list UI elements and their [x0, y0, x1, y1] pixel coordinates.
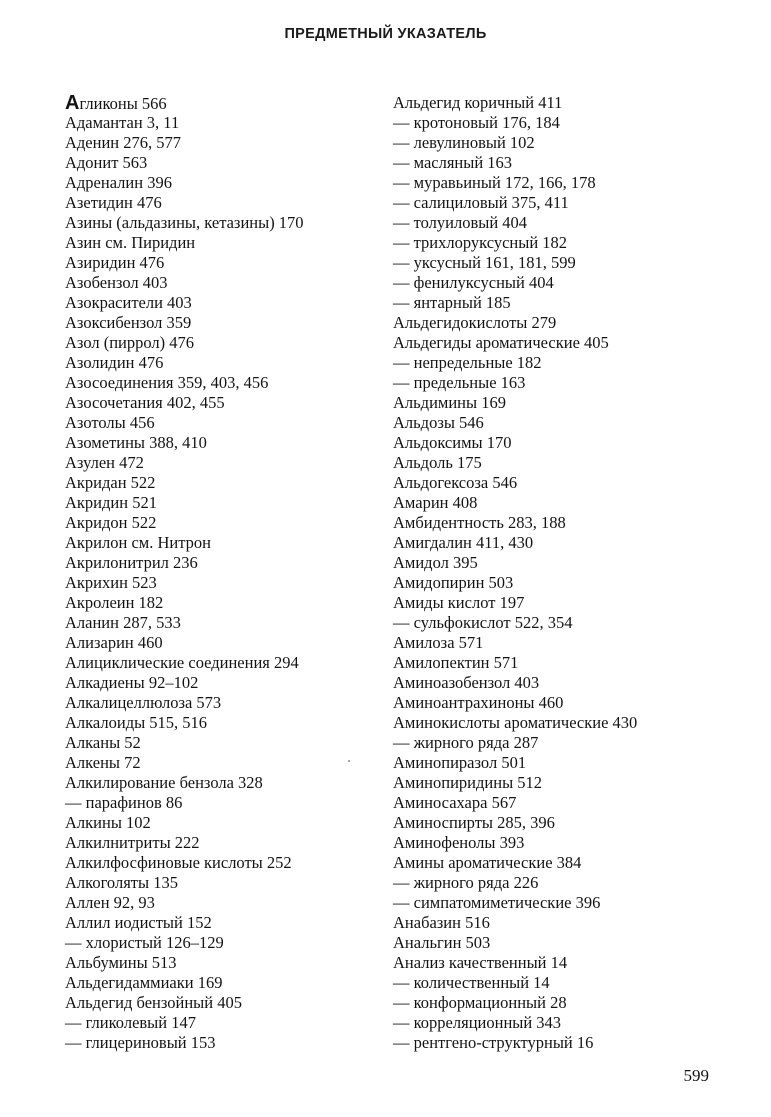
- index-entry: Амигдалин 411, 430: [393, 533, 534, 552]
- index-entry: Азол (пиррол) 476: [65, 333, 195, 352]
- index-entry: — непредельные 182: [393, 353, 542, 372]
- index-entry: Азины (альдазины, кетазины) 170: [65, 213, 304, 232]
- index-entry-first: [65, 93, 390, 113]
- index-entry: Азометины 388, 410: [65, 433, 207, 452]
- index-entry: — рентгено-структурный 16: [393, 1033, 594, 1052]
- index-entry: Амарин 408: [393, 493, 478, 512]
- index-entry: — толуиловый 404: [393, 213, 528, 232]
- index-entry: Ализарин 460: [65, 633, 163, 652]
- index-entry: Альдегид бензойный 405: [65, 993, 242, 1012]
- index-entry: — левулиновый 102: [393, 133, 535, 152]
- index-entry: — кротоновый 176, 184: [393, 113, 560, 132]
- page-number: 599: [683, 1066, 709, 1085]
- index-entry: Аланин 287, 533: [65, 613, 181, 632]
- index-entry: — масляный 163: [393, 153, 513, 172]
- index-entry: Акрилон см. Нитрон: [65, 533, 211, 552]
- index-entry: — жирного ряда 226: [393, 873, 539, 892]
- index-entry: Альдегид коричный 411: [393, 93, 563, 112]
- index-entry: Аминопиридины 512: [393, 773, 543, 792]
- index-entry: Аминофенолы 393: [393, 833, 525, 852]
- index-entry: Акрилонитрил 236: [65, 553, 198, 572]
- index-entry: Алкины 102: [65, 813, 151, 832]
- index-entry: — конформационный 28: [393, 993, 567, 1012]
- index-entry: Амилопектин 571: [393, 653, 519, 672]
- index-entry: Амилоза 571: [393, 633, 484, 652]
- index-entry: — муравьиный 172, 166, 178: [393, 173, 596, 192]
- index-entry: Акридин 521: [65, 493, 157, 512]
- index-entry: — корреляционный 343: [393, 1013, 562, 1032]
- index-entry: Акридон 522: [65, 513, 157, 532]
- index-entry: Азотолы 456: [65, 413, 155, 432]
- print-speck: [348, 760, 350, 762]
- index-entry: Анабазин 516: [393, 913, 490, 932]
- index-entry: — салициловый 375, 411: [393, 193, 569, 212]
- index-entry: Алкилфосфиновые кислоты 252: [65, 853, 292, 872]
- index-entry: Аминоазобензол 403: [393, 673, 540, 692]
- index-entry: Альдоксимы 170: [393, 433, 512, 452]
- index-entry: — количественный 14: [393, 973, 550, 992]
- index-entry: Адамантан 3, 11: [65, 113, 180, 132]
- index-entry: Аминоспирты 285, 396: [393, 813, 555, 832]
- index-entry: Азосоединения 359, 403, 456: [65, 373, 269, 392]
- section-initial-letter: А: [65, 92, 80, 114]
- index-entry: — хлористый 126–129: [65, 933, 224, 952]
- index-entry: Альдегидаммиаки 169: [65, 973, 223, 992]
- index-entry: Адреналин 396: [65, 173, 172, 192]
- index-entry: Алкилнитриты 222: [65, 833, 200, 852]
- index-entry: — симпатомиметические 396: [393, 893, 601, 912]
- index-entry: Азетидин 476: [65, 193, 162, 212]
- index-entry: Алкилирование бензола 328: [65, 773, 263, 792]
- index-column-left: [65, 93, 390, 1053]
- index-entry: Аминоантрахиноны 460: [393, 693, 564, 712]
- index-entry: — уксусный 161, 181, 599: [393, 253, 576, 272]
- index-entry: Аллен 92, 93: [65, 893, 155, 912]
- index-entry: Аминосахара 567: [393, 793, 517, 812]
- index-entry: Амбидентность 283, 188: [393, 513, 566, 532]
- index-entry: Альдозы 546: [393, 413, 484, 432]
- index-entry: Акридан 522: [65, 473, 156, 492]
- index-entry: Аденин 276, 577: [65, 133, 181, 152]
- index-entry: Акрихин 523: [65, 573, 157, 592]
- index-entry: Азоксибензол 359: [65, 313, 192, 332]
- index-entry: Азолидин 476: [65, 353, 164, 372]
- index-entry: Акролеин 182: [65, 593, 164, 612]
- index-entry: — сульфокислот 522, 354: [393, 613, 573, 632]
- index-entry: Алициклические соединения 294: [65, 653, 299, 672]
- index-entry: — янтарный 185: [393, 293, 511, 312]
- index-entry: Азокрасители 403: [65, 293, 192, 312]
- index-entry: Азобензол 403: [65, 273, 168, 292]
- index-entry: Алканы 52: [65, 733, 141, 752]
- index-entry: — предельные 163: [393, 373, 526, 392]
- index-column-right: [393, 93, 728, 1053]
- index-entry: Алкалоиды 515, 516: [65, 713, 208, 732]
- index-entry: Алкадиены 92–102: [65, 673, 199, 692]
- index-entry: — глицериновый 153: [65, 1033, 216, 1052]
- index-entry: Амиды кислот 197: [393, 593, 525, 612]
- index-entry: Альбумины 513: [65, 953, 177, 972]
- index-entry: Азулен 472: [65, 453, 144, 472]
- index-entry: — фенилуксусный 404: [393, 273, 554, 292]
- index-entry: Аминокислоты ароматические 430: [393, 713, 638, 732]
- index-entry: — гликолевый 147: [65, 1013, 196, 1032]
- index-entry: Азиридин 476: [65, 253, 165, 272]
- index-entry: Альдегидокислоты 279: [393, 313, 557, 332]
- index-entry: Амины ароматические 384: [393, 853, 582, 872]
- index-entry: Анализ качественный 14: [393, 953, 568, 972]
- index-entry: Альдегиды ароматические 405: [393, 333, 609, 352]
- index-entry-first-text: гликоны 566: [79, 94, 167, 113]
- index-entry: Аллил иодистый 152: [65, 913, 212, 932]
- index-entry: Альдимины 169: [393, 393, 506, 412]
- index-entry: Альдоль 175: [393, 453, 482, 472]
- index-entry: — жирного ряда 287: [393, 733, 539, 752]
- index-entry: Альдогексоза 546: [393, 473, 518, 492]
- index-entry: Алкоголяты 135: [65, 873, 178, 892]
- index-entry: — парафинов 86: [65, 793, 183, 812]
- index-entry: Алкалицеллюлоза 573: [65, 693, 222, 712]
- index-entry: Анальгин 503: [393, 933, 491, 952]
- index-entry: Амидол 395: [393, 553, 478, 572]
- index-entry: Амидопирин 503: [393, 573, 514, 592]
- index-entry: Азосочетания 402, 455: [65, 393, 225, 412]
- index-entry: Адонит 563: [65, 153, 148, 172]
- page-header: ПРЕДМЕТНЫЙ УКАЗАТЕЛЬ: [284, 26, 487, 42]
- index-entry: Азин см. Пиридин: [65, 233, 196, 252]
- index-entry: Аминопиразол 501: [393, 753, 527, 772]
- index-entry: — трихлоруксусный 182: [393, 233, 568, 252]
- index-entry: Алкены 72: [65, 753, 141, 772]
